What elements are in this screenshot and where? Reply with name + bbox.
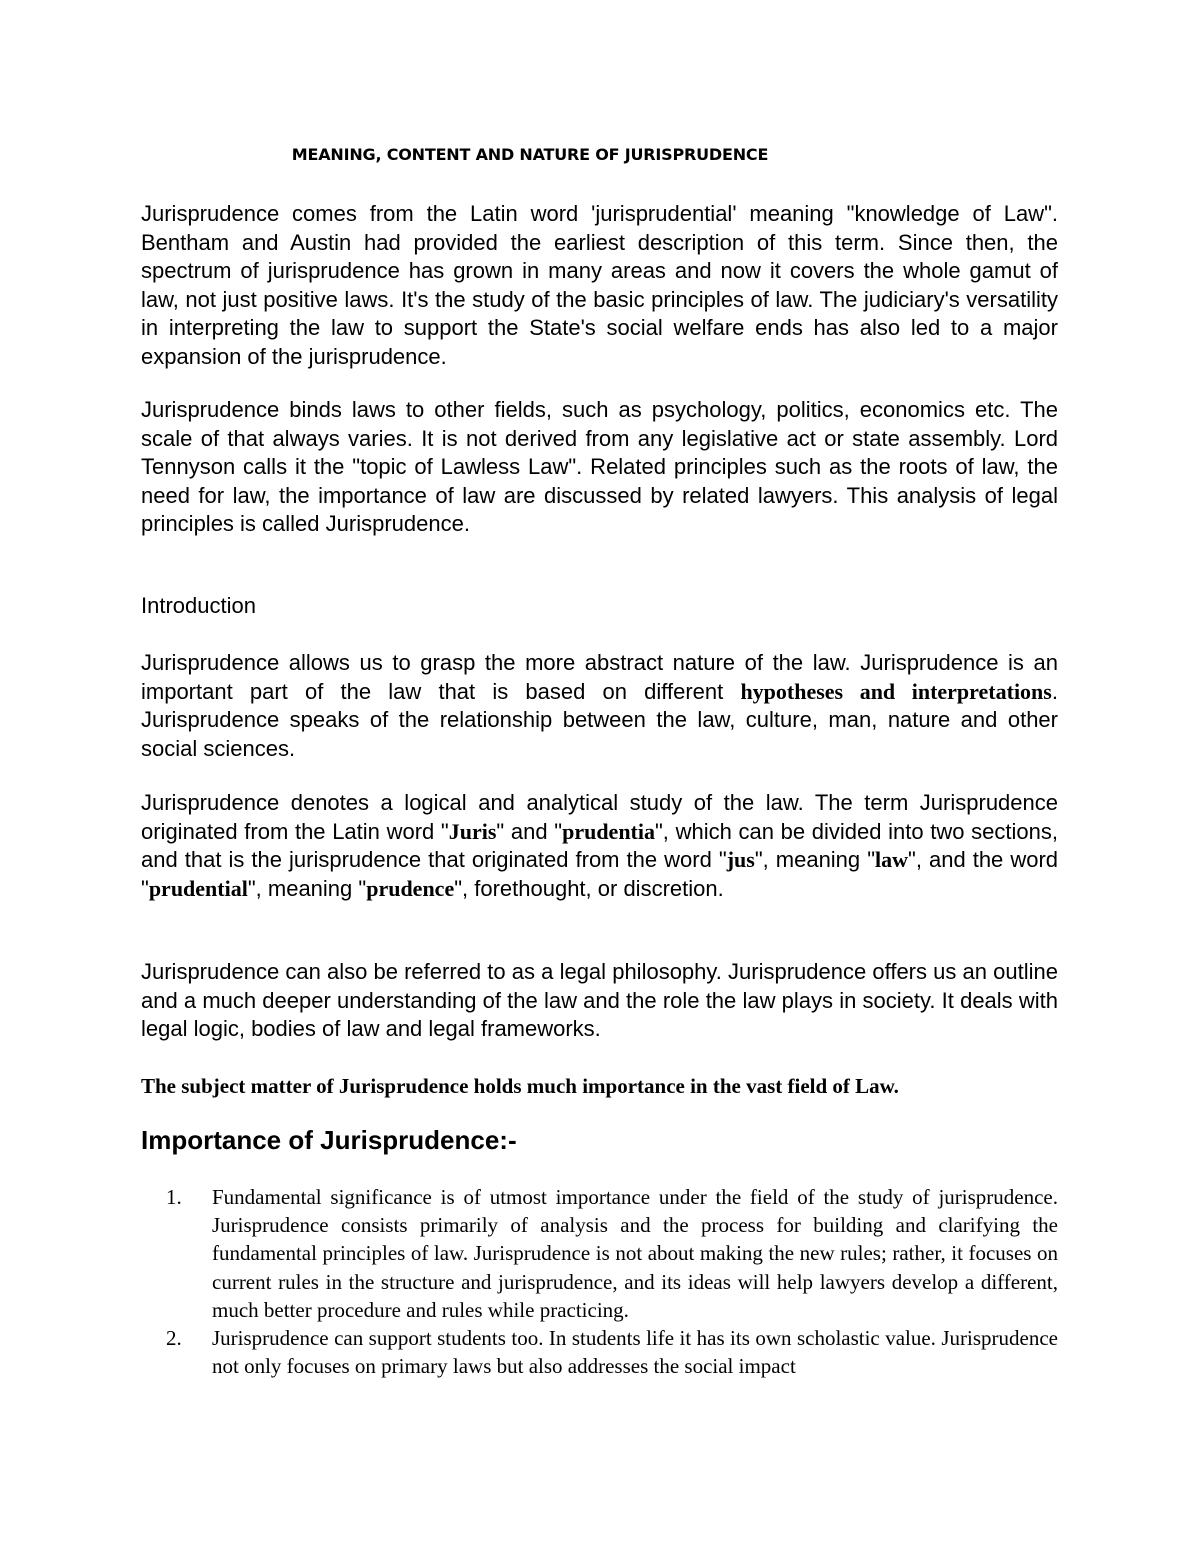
list-item: [141, 1324, 1058, 1380]
para4-bold-prudence: prudence: [366, 875, 455, 901]
paragraph-latin-origin: [141, 789, 1058, 903]
para3-text-after: . Jurisprudence speaks of the relationship between the law, culture, man, nature and other social sciences.: [141, 678, 1058, 761]
para4-bold-prudentia: prudentia: [562, 818, 655, 844]
paragraph-abstract-nature: [141, 649, 1058, 763]
para4-text-1: Jurisprudence denotes a logical and analytical study of the law. The term Jurisprudence originated from the Latin word ": [141, 790, 1058, 844]
importance-list: [141, 1183, 1058, 1380]
list-item-text: Jurisprudence can support students too. In students life it has its own scholastic value. Jurisprudence not only focuses on primary laws but also addresses the social impact: [212, 1326, 1058, 1379]
paragraph-binds-laws: Jurisprudence binds laws to other fields, such as psychology, politics, economics etc. The scale of that always varies. It is not derived from any legislative act or state assembly. Lord Tennyson calls it the "topic of Lawless Law". Related principles such as the roots of law, the need for law, the importance of law are discussed by related lawyers. This analysis of legal principles is called Jurisprudence.: [141, 397, 1058, 536]
para4-bold-prudential: prudential: [148, 875, 248, 901]
list-item-number: 2.: [166, 1326, 182, 1351]
para4-text-2: " and ": [496, 818, 563, 844]
para4-bold-jus: jus: [726, 847, 755, 872]
para4-text-5: ", and the word ": [141, 847, 1059, 901]
importance-heading: Importance of Jurisprudence:-: [141, 1125, 517, 1155]
para3-text-before: Jurisprudence allows us to grasp the more abstract nature of the law. Jurisprudence is an important part of the law that is based on different: [141, 650, 1058, 704]
paragraph-legal-philosophy: Jurisprudence can also be referred to as a legal philosophy. Jurisprudence offers us an outline and a much deeper understanding of the law and the role the law plays in society. It deals with legal logic, bodies of law and legal frameworks.: [141, 959, 1058, 1041]
subject-matter-statement: The subject matter of Jurisprudence holds much importance in the vast field of Law.: [141, 1074, 899, 1098]
paragraph-definition: Jurisprudence comes from the Latin word 'jurisprudential' meaning "knowledge of Law". Bentham and Austin had provided the earliest description of this term. Since then, the spectrum of jurisprudence has grown in many areas and now it covers the whole gamut of law, not just positive laws. It's the study of the basic principles of law. The judiciary's versatility in interpreting the law to support the State's social welfare ends has also led to a major expansion of the jurisprudence.: [141, 201, 1058, 369]
introduction-heading: Introduction: [141, 593, 256, 618]
para4-bold-law: law: [875, 847, 909, 872]
para4-bold-juris: Juris: [448, 818, 497, 844]
para4-text-6: ", meaning ": [247, 875, 367, 901]
para4-text-4: ", meaning ": [754, 847, 876, 872]
document-title: MEANING, CONTENT AND NATURE OF JURISPRUDENCE: [291, 145, 769, 164]
list-item-text: Fundamental significance is of utmost importance under the field of the study of jurisprudence. Jurisprudence consists primarily of analysis and the process for building and clarifying the fundamental principles of law. Jurisprudence is not about making the new rules; rather, it focuses on current rules in the structure and jurisprudence, and its ideas will help lawyers develop a different, much better procedure and rules while practicing.: [212, 1185, 1058, 1322]
para4-text-7: ", forethought, or discretion.: [454, 875, 724, 901]
para4-text-3: ", which can be divided into two sections, and that is the jurisprudence that originated from the word ": [141, 818, 1058, 872]
para3-bold-hypotheses: hypotheses and interpretations: [740, 678, 1052, 704]
list-item-number: 1.: [166, 1185, 182, 1209]
list-item: [141, 1183, 1058, 1324]
